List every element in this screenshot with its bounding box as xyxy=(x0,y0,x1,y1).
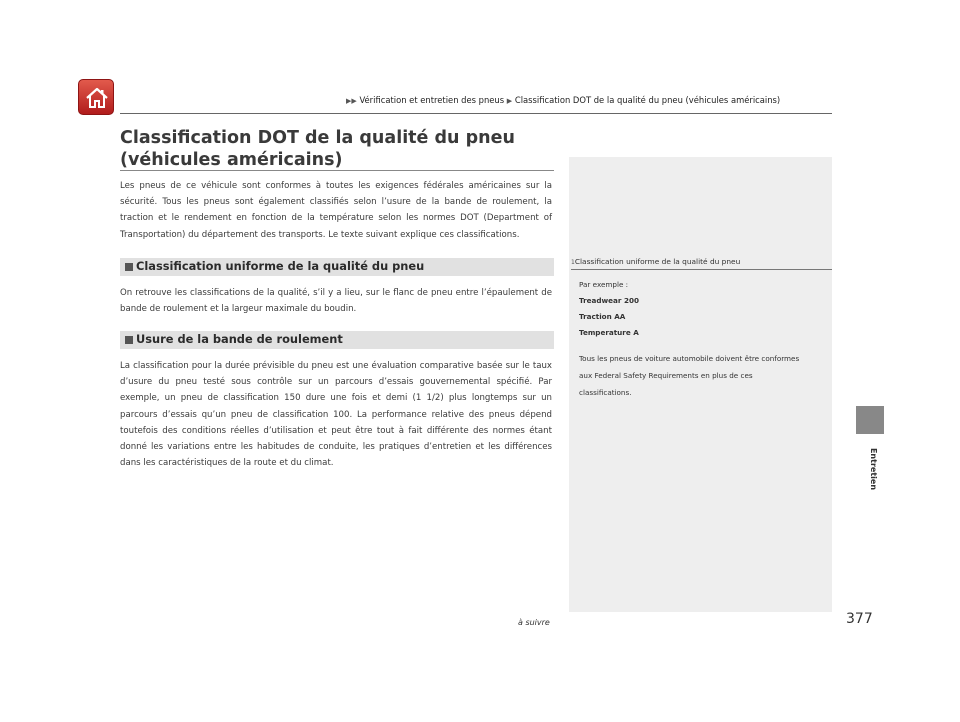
note-body-line-1: Tous les pneus de voiture automobile doivent être conformes xyxy=(579,354,800,363)
title-divider xyxy=(120,170,554,171)
note-treadwear: Treadwear 200 xyxy=(579,296,639,305)
breadcrumb-item-2[interactable]: Classification DOT de la qualité du pneu (véhicules américains) xyxy=(514,95,781,105)
home-icon xyxy=(84,85,110,111)
note-divider xyxy=(571,269,832,270)
note-title xyxy=(571,257,740,266)
breadcrumb xyxy=(346,95,780,105)
section-heading-treadwear xyxy=(120,331,554,349)
note-body-line-2: aux Federal Safety Requirements en plus de ces xyxy=(579,371,753,380)
square-bullet-icon xyxy=(125,336,133,344)
continued-label: à suivre xyxy=(518,618,550,627)
note-example-label: Par exemple : xyxy=(579,280,629,289)
square-bullet-icon xyxy=(125,263,133,271)
page-title: Classification DOT de la qualité du pneu (véhicules américains) xyxy=(120,128,515,170)
breadcrumb-item-1[interactable]: Vérification et entretien des pneus xyxy=(359,95,505,105)
note-traction: Traction AA xyxy=(579,312,626,321)
chapter-tab[interactable] xyxy=(856,406,884,434)
chapter-label[interactable]: Entretien xyxy=(869,447,878,491)
section-heading-text: Classification uniforme de la qualité du pneu xyxy=(136,259,425,273)
section-treadwear-paragraph: La classification pour la durée prévisible du pneu est une évaluation comparative basée sur le taux d’usure du pneu testé sous contrôle sur un parcours d’essais gouvernemental spécifié. Par exemple, un pneu de classification 150 dure une fois et demi (1 1/2) plus longtemps sur un parcours d’essais qu’un pneu de classification 100. La performance relative des pneus dépend toutefois des conditions réelles d’utilisation et peut être tout à fait différente des normes étant donné les variations entre les habitudes de conduite, les pratiques d’entretien et les différences dans les caractéristiques de la route et du climat. xyxy=(120,361,552,469)
home-button[interactable] xyxy=(78,79,114,115)
triangle-right-icon: ▶▶ xyxy=(346,97,357,105)
note-reference-icon: 1 xyxy=(571,259,575,266)
section-quality-paragraph: On retrouve les classifications de la qualité, s’il y a lieu, sur le flanc de pneu entre l’épaulement de bande de roulement et la largeur maximale du boudin. xyxy=(120,288,552,315)
triangle-right-icon: ▶ xyxy=(506,97,513,105)
section-heading-text: Usure de la bande de roulement xyxy=(136,332,343,346)
header-divider xyxy=(120,113,832,114)
intro-paragraph: Les pneus de ce véhicule sont conformes à toutes les exigences fédérales américaines sur la sécurité. Tous les pneus sont également classifiés selon l’usure de la bande de roulement, la traction et le rendement en fonction de la température selon les normes DOT (Department of Transportation) du département des transports. Le texte suivant explique ces classifications. xyxy=(120,181,552,240)
side-note-panel xyxy=(569,157,832,612)
note-body-line-3: classifications. xyxy=(579,388,632,397)
note-temperature: Temperature A xyxy=(579,328,639,337)
page-number: 377 xyxy=(846,611,873,627)
section-heading-quality xyxy=(120,258,554,276)
note-title-text: Classification uniforme de la qualité du pneu xyxy=(574,257,741,266)
